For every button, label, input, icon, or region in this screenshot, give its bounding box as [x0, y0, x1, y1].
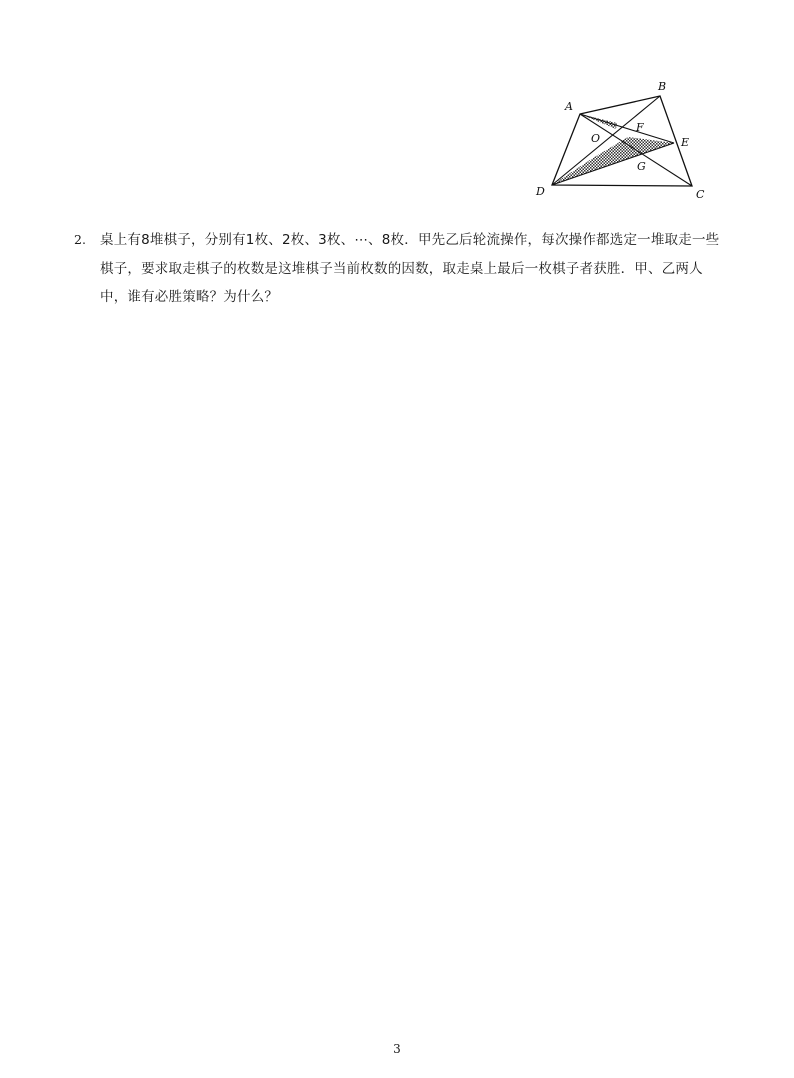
page-number: 3 [393, 1042, 401, 1056]
label-o: O [591, 132, 601, 145]
label-d: D [536, 185, 545, 198]
label-b: B [658, 80, 667, 93]
problem-text: 桌上有8堆棋子，分别有1枚、2枚、3枚、⋯、8枚．甲先乙后轮流操作，每次操作都选定一堆取走一些棋子，要求取走棋子的枚数是这堆棋子当前枚数的因数，取走桌上最后一枚棋子者获胜．甲、乙两人中，谁有必胜策略？为什么？ [100, 232, 720, 305]
label-c: C [696, 188, 705, 201]
label-e: E [681, 136, 690, 149]
problem-number: 2. [74, 232, 86, 247]
label-a: A [565, 100, 573, 113]
label-g: G [637, 160, 646, 173]
label-f: F [636, 121, 644, 134]
geometry-figure [530, 74, 720, 204]
shaded-triangle-lower [552, 137, 674, 185]
problem-2 [74, 226, 724, 312]
quadrilateral-diagram [530, 74, 720, 204]
